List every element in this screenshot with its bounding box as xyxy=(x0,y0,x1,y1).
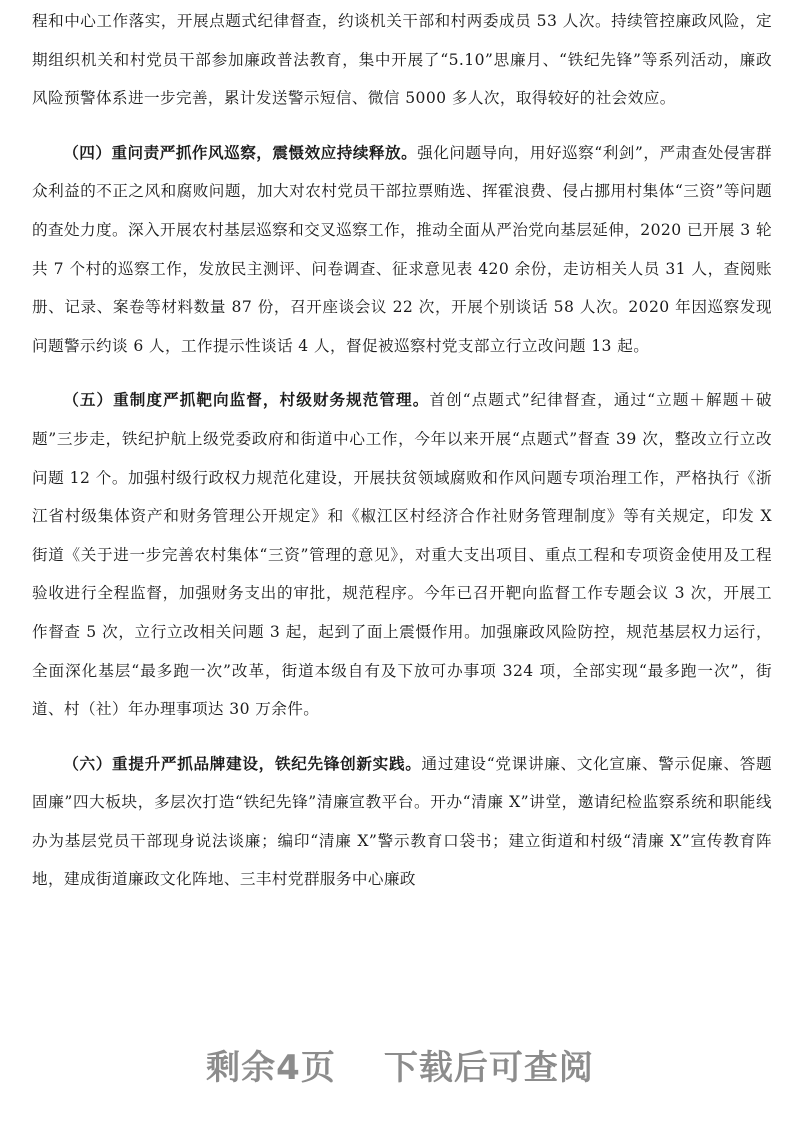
section-heading: （五）重制度严抓靶向监督，村级财务规范管理。 xyxy=(63,390,430,410)
paragraph-section-4 xyxy=(32,134,772,366)
paragraph-body: 首创“点题式”纪律督查，通过“立题＋解题＋破题”三步走，铁纪护航上级党委政府和街道中心工作，今年以来开展“点题式”督查 39 次，整改立行立改问题 12 个。加强村级行政权力规范化建设，开展扶贫领域腐败和作风问题专项治理工作，严格执行《浙江省村级集体资产和财务管理公开规定》和《椒江区村经济合作社财务管理制度》等有关规定，印发 X 街道《关于进一步完善农村集体“三资”管理的意见》，对重大支出项目、重点工程和专项资金使用及工程验收进行全程监督，加强财务支出的审批，规范程序。今年已召开靶向监督工作专题会议 3 次，开展工作督查 5 次，立行立改相关问题 3 起，起到了面上震慑作用。加强廉政风险防控，规范基层权力运行，全面深化基层“最多跑一次”改革，街道本级自有及下放可办事项 324 项，全部实现“最多跑一次”，街道、村（社）年办理事项达 30 万余件。 xyxy=(32,391,772,719)
remaining-pages-label: 剩余4页 xyxy=(206,1048,336,1088)
paragraph-body: 程和中心工作落实，开展点题式纪律督查，约谈机关干部和村两委成员 53 人次。持续管控廉政风险，定期组织机关和村党员干部参加廉政普法教育，集中开展了“5.10”思廉月、“铁纪先锋”等系列活动，廉政风险预警体系进一步完善，累计发送警示短信、微信 5000 多人次，取得较好的社会效应。 xyxy=(32,12,772,108)
paragraph-body: 强化问题导向，用好巡察“利剑”，严肃查处侵害群众利益的不正之风和腐败问题，加大对农村党员干部拉票贿选、挥霍浪费、侵占挪用村集体“三资”等问题的查处力度。深入开展农村基层巡察和交叉巡察工作，推动全面从严治党向基层延伸，2020 已开展 3 轮共 7 个村的巡察工作，发放民主测评、问卷调查、征求意见表 420 余份，走访相关人员 31 人，查阅账册、记录、案卷等材料数量 87 份，召开座谈会议 22 次，开展个别谈话 58 人次。2020 年因巡察发现问题警示约谈 6 人，工作提示性谈话 4 人，督促被巡察村党支部立行立改问题 13 起。 xyxy=(32,143,772,355)
section-heading: （四）重问责严抓作风巡察，震慑效应持续释放。 xyxy=(63,142,418,162)
paragraph-continuation xyxy=(32,2,772,118)
download-banner[interactable] xyxy=(0,1040,800,1089)
section-heading: （六）重提升严抓品牌建设，铁纪先锋创新实践。 xyxy=(63,753,422,773)
paragraph-section-6 xyxy=(32,745,772,899)
download-prompt-label[interactable]: 下载后可查阅 xyxy=(383,1048,594,1088)
paragraph-body: 通过建设“党课讲廉、文化宣廉、警示促廉、答题固廉”四大板块，多层次打造“铁纪先锋”清廉宣教平台。开办“清廉 X”讲堂，邀请纪检监察系统和职能线办为基层党员干部现身说法谈廉；编印“清廉 X”警示教育口袋书；建立街道和村级“清廉 X”宣传教育阵地，建成街道廉政文化阵地、三丰村党群服务中心廉政 xyxy=(32,754,772,889)
paragraph-section-5 xyxy=(32,381,772,728)
document-body xyxy=(32,2,772,899)
